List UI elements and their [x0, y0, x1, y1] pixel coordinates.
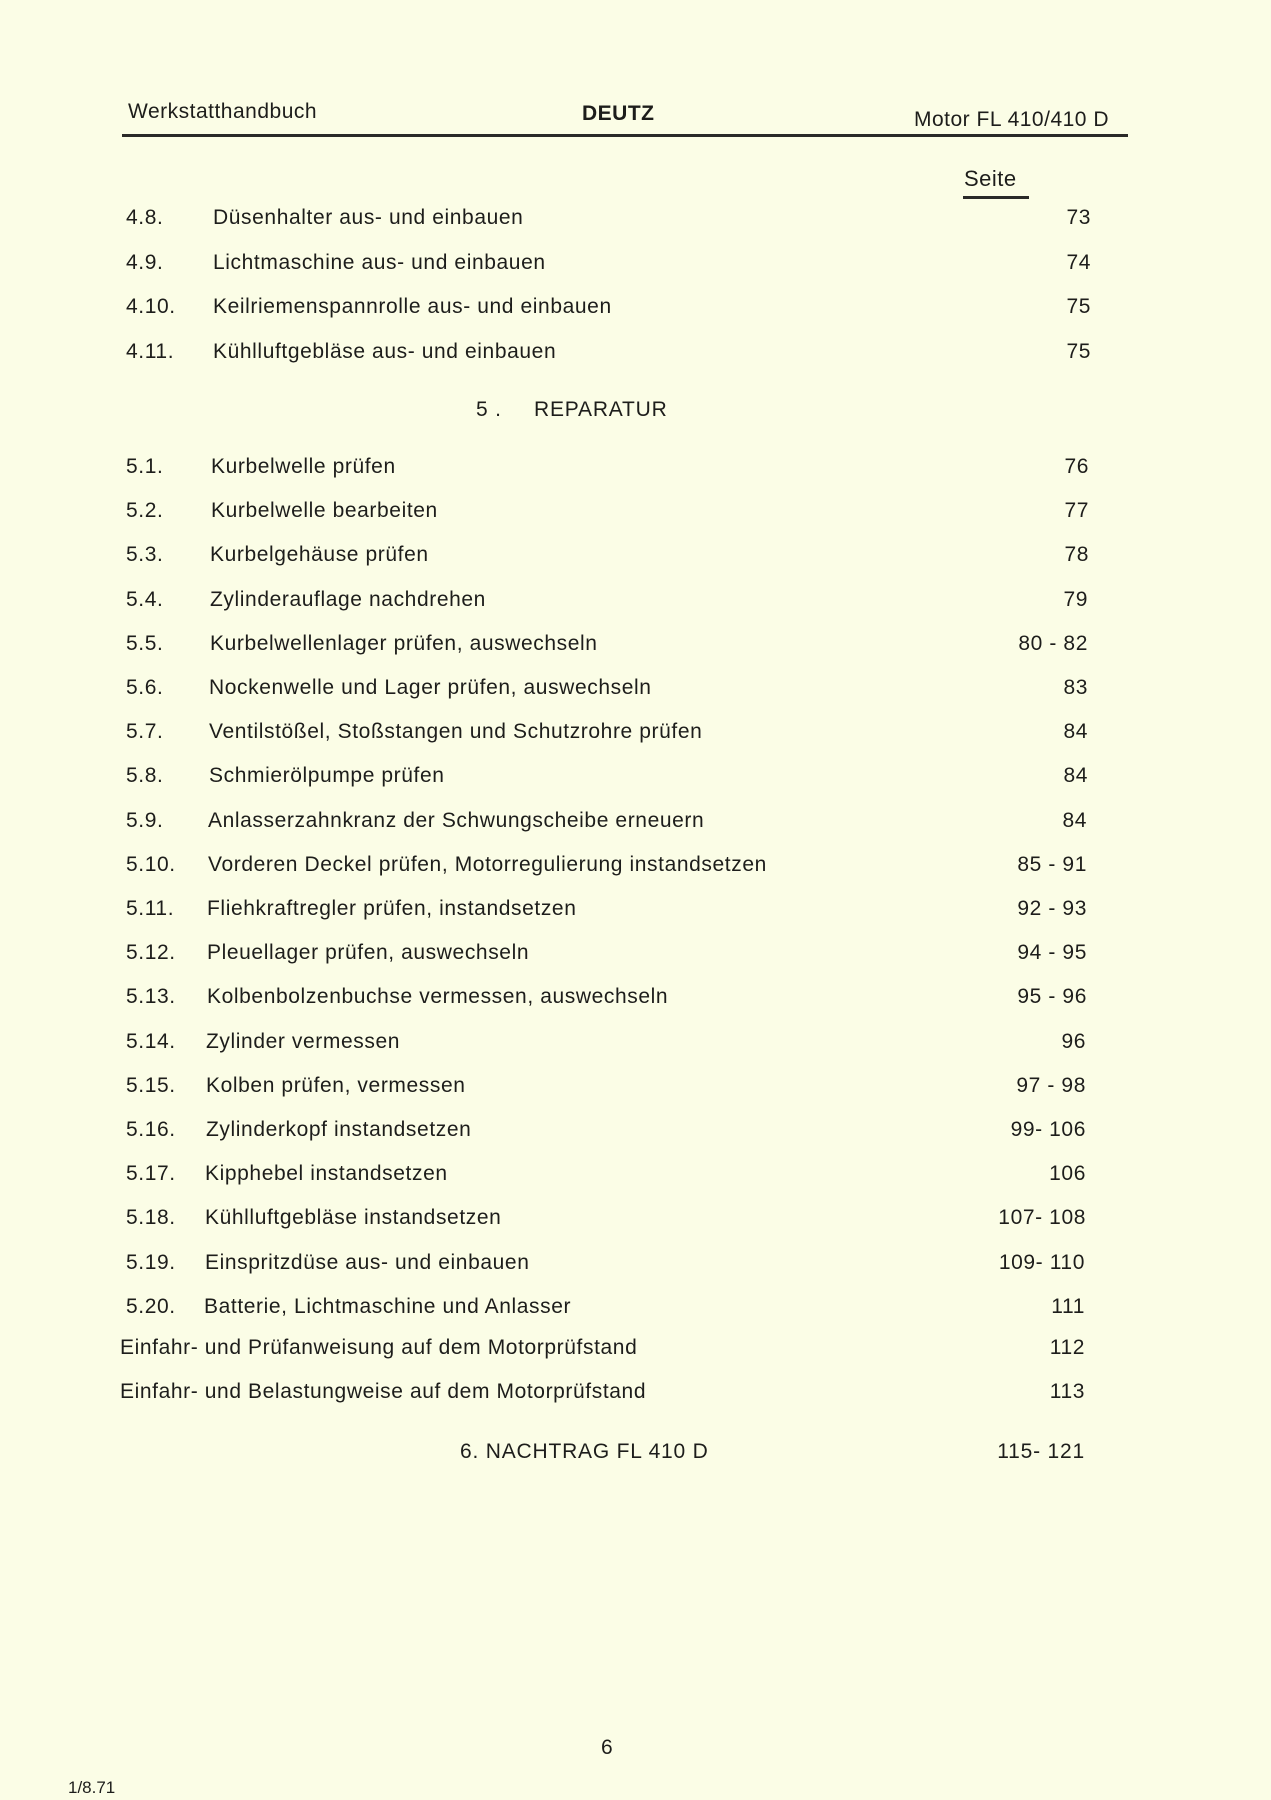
toc-entry — [0, 455, 1271, 485]
entry-number: 4.10. — [126, 295, 176, 318]
entry-page: 99- 106 — [1010, 1118, 1086, 1141]
entry-page: 78 — [1064, 543, 1089, 567]
entry-number: 5.10. — [126, 852, 176, 876]
entry-title: Düsenhalter aus- und einbauen — [213, 206, 524, 229]
entry-title: Kurbelgehäuse prüfen — [210, 543, 429, 567]
toc-entry — [0, 1251, 1271, 1281]
entry-title: Fliehkraftregler prüfen, instandsetzen — [207, 897, 577, 920]
entry-title: Kühlluftgebläse instandsetzen — [205, 1206, 502, 1230]
entry-title: Batterie, Lichtmaschine und Anlasser — [204, 1294, 572, 1318]
entry-number: 5.12. — [126, 941, 176, 965]
column-header-seite: Seite — [964, 166, 1017, 191]
entry-page: 113 — [1049, 1380, 1085, 1404]
toc-entry — [0, 295, 1271, 325]
entry-page: 75 — [1066, 339, 1091, 363]
entry-number: 5.6. — [126, 676, 164, 699]
section-6-page: 115- 121 — [997, 1440, 1085, 1463]
entry-title: Zylinderauflage nachdrehen — [210, 587, 486, 611]
section-6-title: 6. NACHTRAG FL 410 D — [460, 1440, 709, 1463]
entry-number: 5.16. — [126, 1118, 176, 1141]
entry-title: Ventilstößel, Stoßstangen und Schutzrohre prüfen — [209, 720, 703, 744]
entry-title: Einspritzdüse aus- und einbauen — [205, 1250, 530, 1274]
toc-entry — [0, 1118, 1271, 1148]
toc-entry — [0, 1295, 1271, 1325]
entry-title: Kurbelwellenlager prüfen, auswechseln — [210, 631, 598, 655]
entry-page: 111 — [1051, 1294, 1085, 1318]
header-brand: DEUTZ — [582, 102, 655, 125]
toc-entry — [0, 985, 1271, 1015]
entry-number: 5.7. — [126, 720, 164, 744]
toc-entry — [0, 1074, 1271, 1104]
column-header-underline — [963, 196, 1029, 199]
header-left: Werkstatthandbuch — [128, 100, 318, 123]
section-5-title: REPARATUR — [534, 398, 668, 421]
entry-title: Pleuellager prüfen, auswechseln — [207, 941, 530, 965]
entry-title: Kolben prüfen, vermessen — [206, 1073, 466, 1097]
entry-page: 75 — [1066, 295, 1091, 318]
entry-number: 4.8. — [126, 206, 164, 229]
entry-page: 80 - 82 — [1018, 631, 1088, 655]
entry-page: 95 - 96 — [1017, 985, 1087, 1009]
entry-number: 5.3. — [126, 543, 164, 567]
toc-entry — [0, 720, 1271, 750]
toc-entry — [0, 206, 1271, 236]
toc-entry — [0, 251, 1271, 281]
toc-entry — [0, 1206, 1271, 1236]
entry-page: 97 - 98 — [1016, 1073, 1086, 1097]
entry-page: 83 — [1063, 676, 1088, 699]
entry-page: 106 — [1049, 1162, 1086, 1186]
entry-page: 84 — [1063, 764, 1088, 788]
entry-number: 5.1. — [126, 455, 164, 478]
entry-page: 74 — [1066, 250, 1091, 274]
entry-number: 5.17. — [126, 1162, 176, 1186]
entry-page: 94 - 95 — [1017, 941, 1087, 965]
entry-title: Nockenwelle und Lager prüfen, auswechseln — [209, 676, 652, 699]
entry-title: Zylinder vermessen — [206, 1029, 401, 1053]
entry-number: 5.9. — [126, 808, 164, 832]
entry-number: 5.20. — [126, 1294, 176, 1318]
entry-number: 5.4. — [126, 587, 164, 611]
entry-page: 84 — [1062, 808, 1087, 832]
entry-page: 85 - 91 — [1017, 852, 1087, 876]
toc-entry — [0, 1030, 1271, 1060]
entry-number: 5.13. — [126, 985, 176, 1009]
date-code: 1/8.71 — [68, 1778, 116, 1797]
entry-number: 5.5. — [126, 631, 164, 655]
entry-title: Lichtmaschine aus- und einbauen — [213, 250, 546, 274]
entry-title: Einfahr- und Belastungweise auf dem Motorprüfstand — [120, 1380, 647, 1404]
page-number: 6 — [601, 1736, 613, 1759]
entry-number: 4.9. — [126, 250, 164, 274]
entry-title: Einfahr- und Prüfanweisung auf dem Motorprüfstand — [120, 1336, 638, 1359]
entry-title: Kurbelwelle prüfen — [211, 455, 396, 478]
entry-page: 96 — [1061, 1029, 1086, 1053]
entry-number: 5.18. — [126, 1206, 176, 1230]
entry-title: Schmierölpumpe prüfen — [209, 764, 445, 788]
entry-number: 5.8. — [126, 764, 164, 788]
toc-entry — [0, 499, 1271, 529]
entry-number: 5.14. — [126, 1029, 176, 1053]
entry-page: 107- 108 — [998, 1206, 1086, 1230]
toc-entry — [0, 543, 1271, 573]
entry-number: 5.15. — [126, 1073, 176, 1097]
entry-title: Kurbelwelle bearbeiten — [211, 499, 438, 523]
entry-page: 73 — [1066, 206, 1091, 229]
toc-entry — [0, 340, 1271, 370]
toc-entry — [0, 632, 1271, 662]
header-rule — [122, 134, 1128, 137]
entry-page: 79 — [1063, 587, 1088, 611]
entry-number: 5.19. — [126, 1250, 176, 1274]
entry-title: Kolbenbolzenbuchse vermessen, auswechseln — [207, 985, 669, 1009]
entry-number: 5.2. — [126, 499, 164, 523]
entry-number: 5.11. — [126, 897, 175, 920]
entry-title: Anlasserzahnkranz der Schwungscheibe erneuern — [208, 808, 705, 832]
section-5-number: 5 . — [476, 398, 502, 421]
entry-page: 109- 110 — [998, 1250, 1085, 1274]
entry-page: 84 — [1063, 720, 1088, 744]
entry-title: Kipphebel instandsetzen — [205, 1162, 448, 1186]
entry-title: Vorderen Deckel prüfen, Motorregulierung instandsetzen — [208, 852, 767, 876]
toc-entry — [0, 809, 1271, 839]
entry-page: 76 — [1064, 455, 1089, 478]
toc-entry — [0, 1380, 1271, 1410]
entry-page: 92 - 93 — [1017, 897, 1087, 920]
toc-entry — [0, 1336, 1271, 1366]
toc-entry — [0, 1162, 1271, 1192]
toc-entry — [0, 897, 1271, 927]
toc-entry — [0, 941, 1271, 971]
entry-page: 112 — [1049, 1336, 1085, 1359]
entry-page: 77 — [1064, 499, 1089, 523]
entry-title: Kühlluftgebläse aus- und einbauen — [213, 339, 557, 363]
toc-entry — [0, 676, 1271, 706]
toc-entry — [0, 764, 1271, 794]
toc-entry — [0, 853, 1271, 883]
header-right: Motor FL 410/410 D — [914, 108, 1109, 131]
toc-entry — [0, 588, 1271, 618]
entry-title: Zylinderkopf instandsetzen — [206, 1118, 472, 1141]
entry-number: 4.11. — [126, 339, 175, 363]
entry-title: Keilriemenspannrolle aus- und einbauen — [213, 295, 612, 318]
